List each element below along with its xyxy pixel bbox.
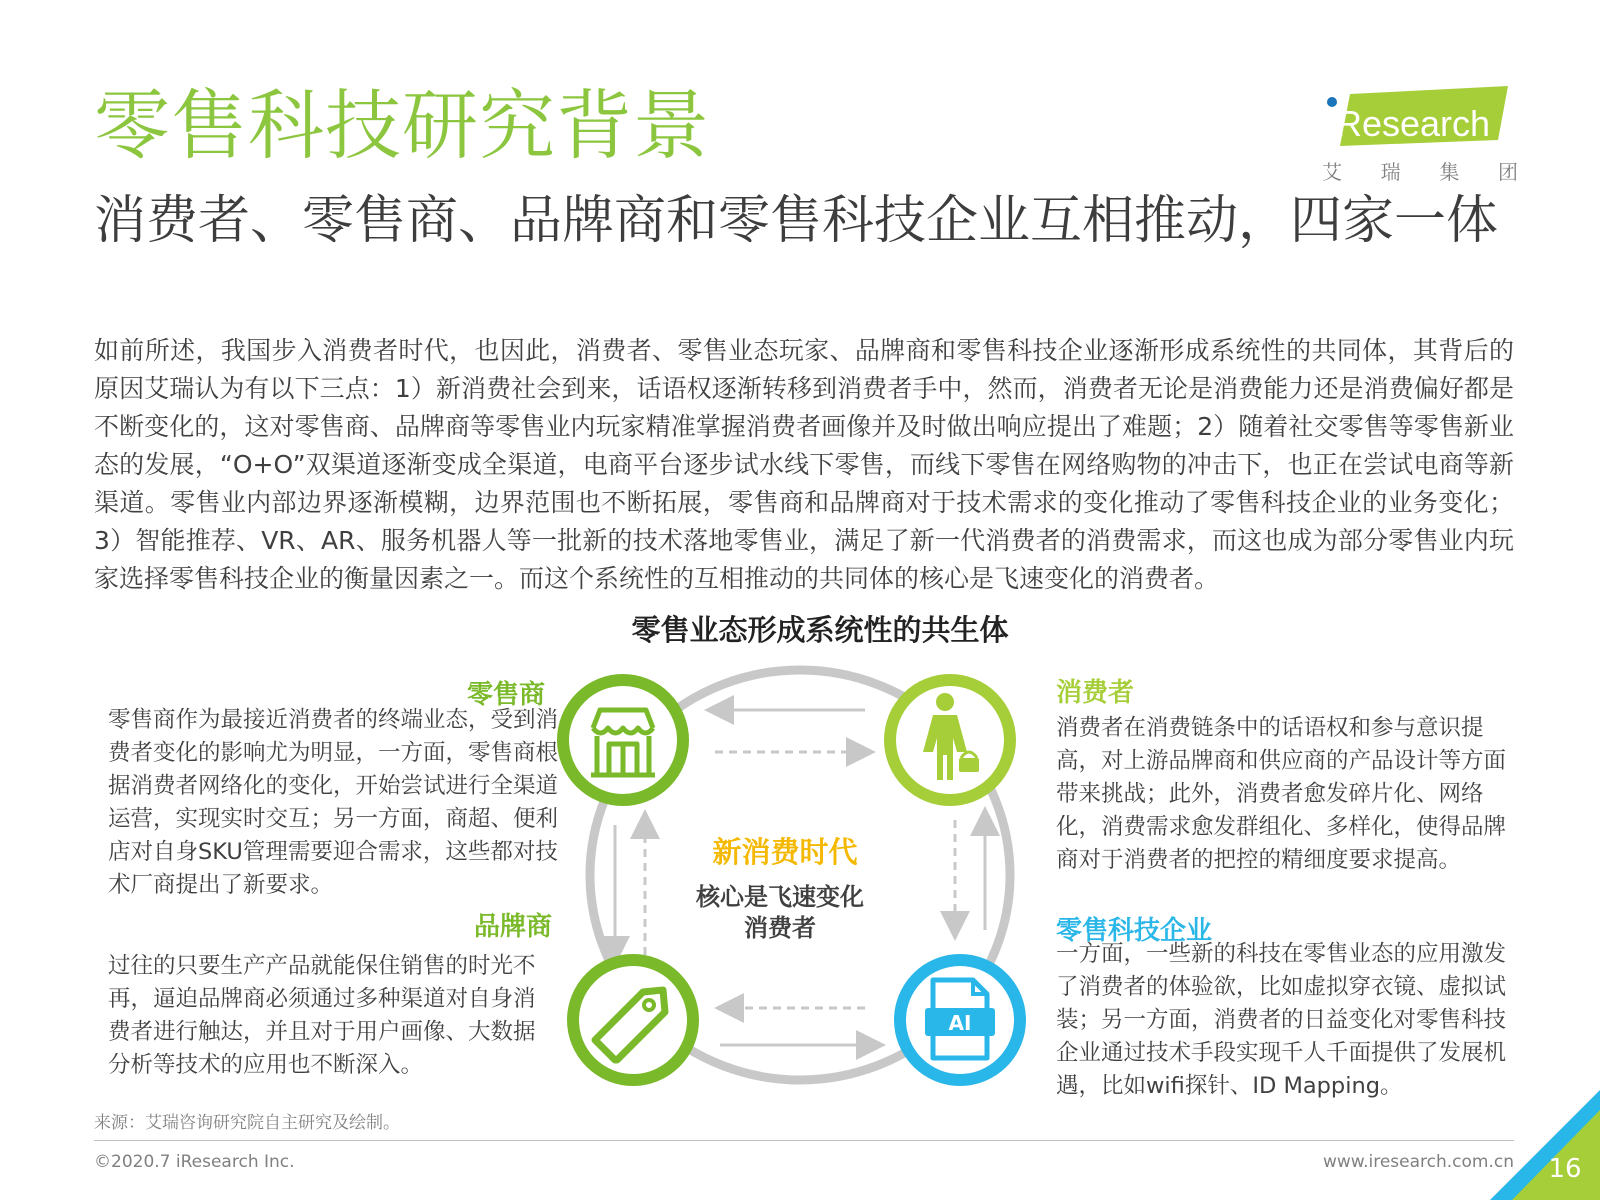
consumer-heading: 消费者: [1056, 678, 1135, 708]
logo-cn-char: 团: [1497, 160, 1518, 184]
logo-cn-char: 瑞: [1380, 160, 1401, 184]
tech-text: 一方面，一些新的科技在零售业态的应用激发了消费者的体验欲，比如虚拟穿衣镜、虚拟试装；另一方面，消费者的日益变化对零售科技企业通过技术手段实现千人千面提供了发展机遇，比如wifi探针、ID Mapping。: [1056, 941, 1507, 1099]
page-subtitle: 消费者、零售商、品牌商和零售科技企业互相推动，四家一体: [94, 191, 1499, 251]
brand-node: [573, 960, 693, 1080]
page-number: 16: [1548, 1154, 1582, 1184]
logo-text: iResearch: [1328, 103, 1491, 144]
diagram-title: 零售业态形成系统性的共生体: [631, 613, 1009, 647]
copyright: ©2020.7 iResearch Inc.: [94, 1152, 295, 1172]
center-line-2: 消费者: [744, 914, 816, 942]
brand-heading: 品牌商: [473, 912, 552, 942]
logo-cn-char: 集: [1439, 160, 1460, 184]
center-line-1: 核心是飞速变化: [696, 883, 864, 911]
brand-text: 过往的只要生产产品就能保住销售的时光不再，逼迫品牌商必须通过多种渠道对自身消费者进行触达，并且对于用户画像、大数据分析等技术的应用也不断深入。: [108, 953, 536, 1078]
ai-label: AI: [948, 1011, 972, 1035]
source-note: 来源：艾瑞咨询研究院自主研究及绘制。: [94, 1113, 400, 1133]
body-paragraph: 如前所述，我国步入消费者时代，也因此，消费者、零售业态玩家、品牌商和零售科技企业逐渐形成系统性的共同体，其背后的原因艾瑞认为有以下三点：1）新消费社会到来，话语权逐渐转移到消费者手中，然而，消费者无论是消费能力还是消费偏好都是不断变化的，这对零售商、品牌商等零售业内玩家精准掌握消费者画像并及时做出响应提出了难题；2）随着社交零售等零售新业态的发展，“O+O”双渠道逐渐变成全渠道，电商平台逐步试水线下零售，而线下零售在网络购物的冲击下，也正在尝试电商等新渠道。零售业内部边界逐渐模糊，边界范围也不断拓展，零售商和品牌商对于技术需求的变化推动了零售科技企业的业务变化；3）智能推荐、VR、AR、服务机器人等一批新的技术落地零售业，满足了新一代消费者的消费需求，而这也成为部分零售业内玩家选择零售科技企业的衡量因素之一。而这个系统性的互相推动的共同体的核心是飞速变化的消费者。: [94, 336, 1514, 593]
retailer-text: 零售商作为最接近消费者的终端业态，受到消费者变化的影响尤为明显，一方面，零售商根据消费者网络化的变化，开始尝试进行全渠道运营，实现实时交互；另一方面，商超、便利店对自身SKU管理需要迎合需求，这些都对技术厂商提出了新要求。: [108, 707, 559, 898]
footer-divider: [94, 1140, 1514, 1141]
logo-cn-char: 艾: [1322, 160, 1342, 184]
logo-cn: [1322, 156, 1518, 185]
tech-heading: 零售科技企业: [1056, 916, 1213, 946]
symbiosis-diagram: [555, 640, 1045, 1110]
tech-node: [900, 960, 1020, 1080]
website: www.iresearch.com.cn: [1322, 1152, 1514, 1172]
consumer-text: 消费者在消费链条中的话语权和参与意识提高，对上游品牌商和供应商的产品设计等方面带来挑战；此外，消费者愈发碎片化、网络化，消费需求愈发群组化、多样化，使得品牌商对于消费者的把控的精细度要求提高。: [1056, 715, 1507, 873]
retailer-node: [563, 680, 683, 800]
center-title: 新消费时代: [712, 835, 858, 869]
page-title: 零售科技研究背景: [94, 81, 710, 170]
retailer-heading: 零售商: [466, 680, 545, 710]
consumer-node: [890, 680, 1010, 800]
